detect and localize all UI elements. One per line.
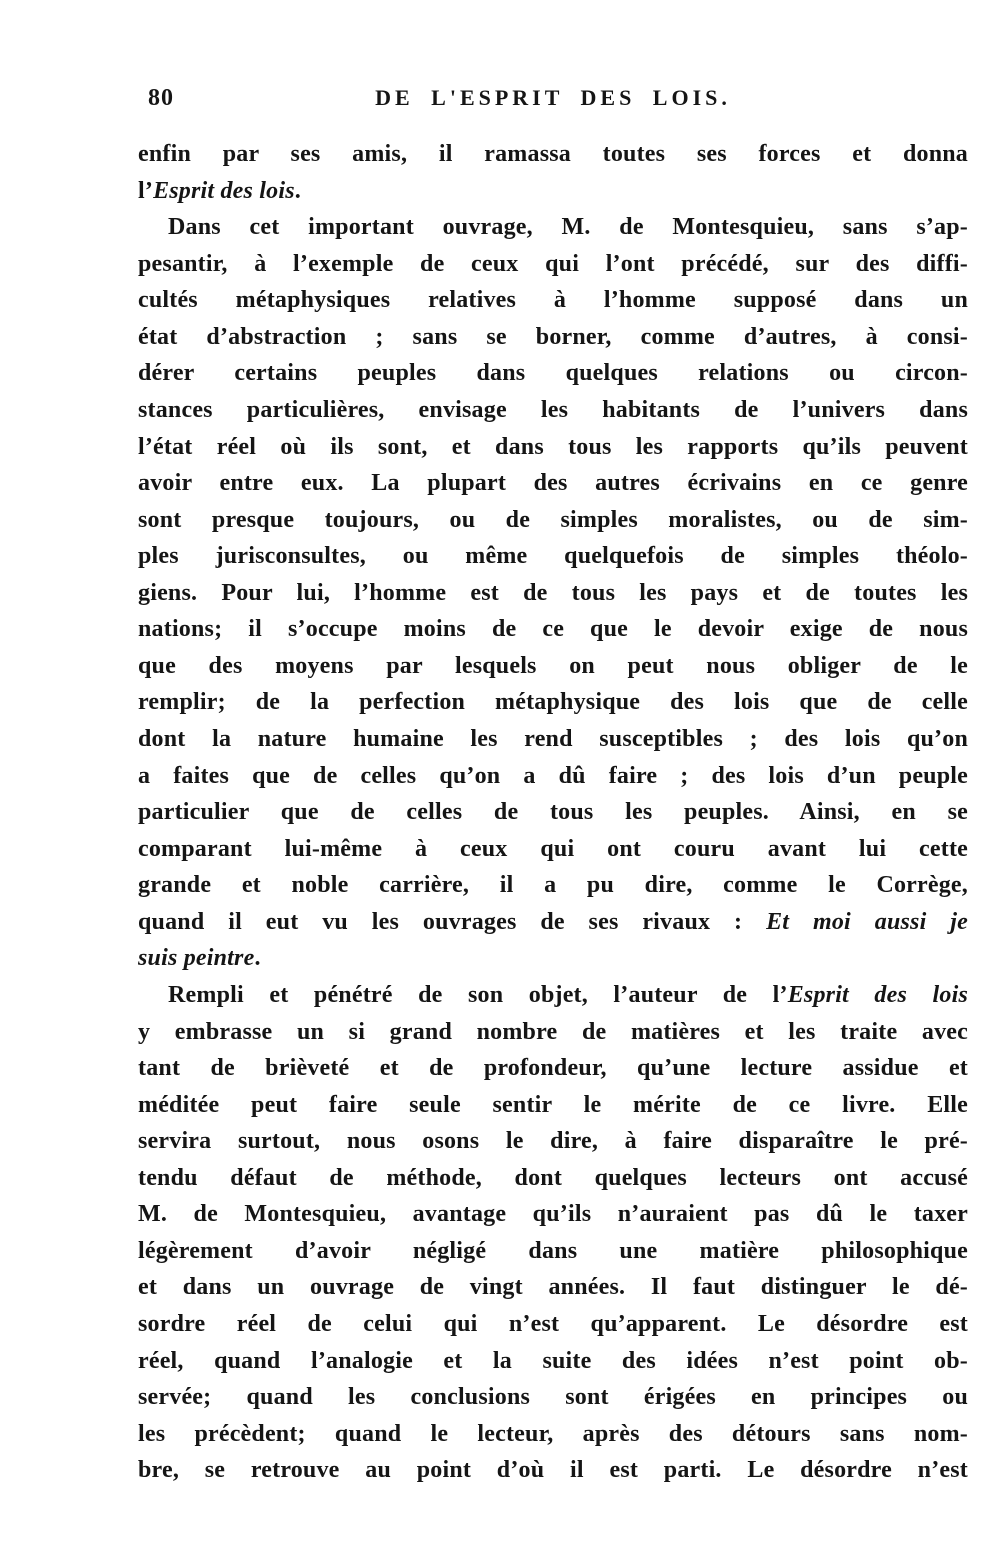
- text-line: sont presque toujours, ou de simples moralistes, ou de sim-: [138, 506, 968, 533]
- text-line: les précèdent; quand le lecteur, après des détours sans nom-: [138, 1420, 968, 1447]
- text-line: nations; il s’occupe moins de ce que le devoir exige de nous: [138, 616, 968, 643]
- text-line: dérer certains peuples dans quelques relations ou circon-: [138, 360, 968, 387]
- text-line: l’état réel où ils sont, et dans tous les rapports qu’ils peuvent: [138, 433, 968, 460]
- paragraph: [138, 136, 968, 209]
- text-line: dont la nature humaine les rend susceptibles ; des lois qu’on: [138, 726, 968, 752]
- text-line: avoir entre eux. La plupart des autres écrivains en ce genre: [138, 470, 968, 497]
- text-line: stances particulières, envisage les habitants de l’univers dans: [138, 396, 968, 423]
- text-line: Rempli et pénétré de son objet, l’auteur de l’Esprit des lois: [168, 981, 968, 1008]
- text-line: quand il eut vu les ouvrages de ses rivaux : Et moi aussi je: [138, 908, 968, 935]
- text-line: Dans cet important ouvrage, M. de Montesquieu, sans s’ap-: [168, 214, 968, 241]
- text-line: suis peintre.: [138, 945, 261, 972]
- text-line: légèrement d’avoir négligé dans une matière philosophique: [138, 1237, 968, 1264]
- text-line: servée; quand les conclusions sont érigées en principes ou: [138, 1384, 968, 1411]
- text-line: bre, se retrouve au point d’où il est parti. Le désordre n’est: [138, 1457, 968, 1484]
- text-line: et dans un ouvrage de vingt années. Il faut distinguer le dé-: [138, 1274, 968, 1301]
- text-line: remplir; de la perfection métaphysique des lois que de celle: [138, 689, 968, 716]
- text-line: y embrasse un si grand nombre de matières et les traite avec: [138, 1018, 968, 1045]
- running-header: [138, 82, 968, 114]
- text-line: servira surtout, nous osons le dire, à faire disparaître le pré-: [138, 1128, 968, 1155]
- paragraph: [138, 209, 968, 977]
- text-line: particulier que de celles de tous les peuples. Ainsi, en se: [138, 799, 968, 826]
- text-line: état d’abstraction ; sans se borner, comme d’autres, à consi-: [138, 323, 968, 350]
- text-line: grande et noble carrière, il a pu dire, comme le Corrège,: [138, 872, 968, 899]
- text-line: comparant lui-même à ceux qui ont couru avant lui cette: [138, 835, 968, 862]
- text-line: enfin par ses amis, il ramassa toutes ses forces et donna: [138, 141, 968, 167]
- text-line: pesantir, à l’exemple de ceux qui l’ont précédé, sur des diffi-: [138, 250, 968, 277]
- text-line: a faites que de celles qu’on a dû faire ; des lois d’un peuple: [138, 762, 968, 789]
- text-line: M. de Montesquieu, avantage qu’ils n’auraient pas dû le taxer: [138, 1201, 968, 1228]
- text-line: l’Esprit des lois.: [138, 177, 301, 204]
- text-line: réel, quand l’analogie et la suite des idées n’est point ob-: [138, 1347, 968, 1374]
- text-line: que des moyens par lesquels on peut nous obliger de le: [138, 652, 968, 679]
- text-line: giens. Pour lui, l’homme est de tous les pays et de toutes les: [138, 579, 968, 606]
- text-line: méditée peut faire seule sentir le mérite de ce livre. Elle: [138, 1091, 968, 1118]
- running-title: DE L'ESPRIT DES LOIS.: [375, 85, 731, 110]
- page-number: 80: [148, 85, 174, 111]
- text-line: sordre réel de celui qui n’est qu’apparent. Le désordre est: [138, 1311, 968, 1337]
- text-block: [138, 136, 968, 1489]
- text-line: cultés métaphysiques relatives à l’homme supposé dans un: [138, 287, 968, 314]
- text-line: tendu défaut de méthode, dont quelques lecteurs ont accusé: [138, 1164, 968, 1191]
- text-line: ples jurisconsultes, ou même quelquefois de simples théolo-: [138, 543, 968, 570]
- paragraph: [138, 977, 968, 1489]
- text-line: tant de brièveté et de profondeur, qu’une lecture assidue et: [138, 1055, 968, 1082]
